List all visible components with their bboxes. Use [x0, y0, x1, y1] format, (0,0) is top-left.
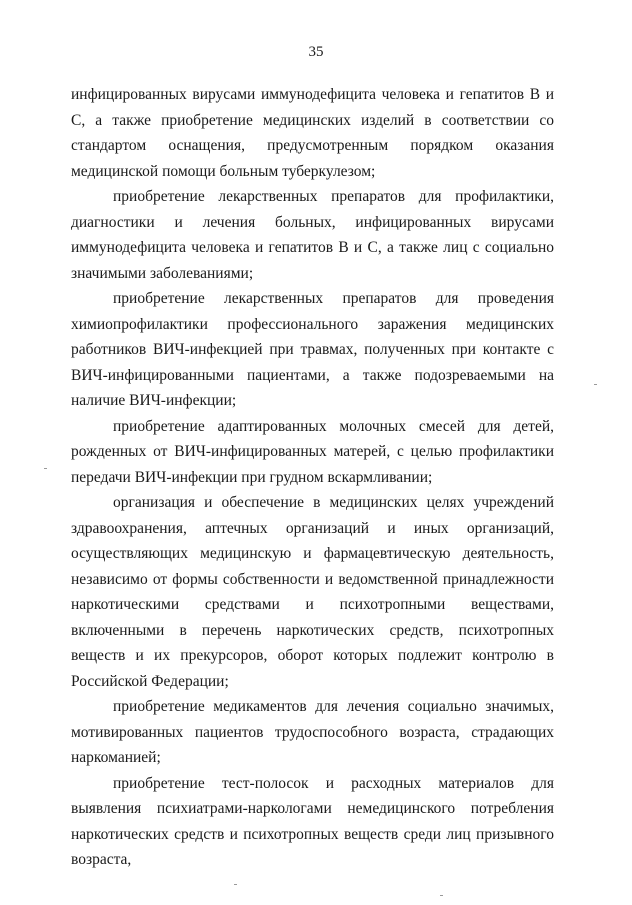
paragraph-item: приобретение медикаментов для лечения социально значимых, мотивированных пациентов трудоспособного возраста, страдающих наркоманией;	[71, 698, 554, 766]
page-number: 35	[308, 44, 324, 60]
paragraph-item: приобретение тест-полосок и расходных материалов для выявления психиатрами-наркологами немедицинского потребления наркотических средств и психотропных веществ среди лиц призывного возраста,	[71, 774, 554, 868]
paragraph-item: приобретение лекарственных препаратов для проведения химиопрофилактики профессионального заражения медицинских работников ВИЧ-инфекцией при травмах, полученных при контакте с ВИЧ-инфицированными пациентами, а также подозреваемыми на наличие ВИЧ-инфекции;	[71, 290, 554, 409]
document-body	[71, 82, 554, 873]
scan-speck	[234, 884, 237, 885]
paragraph-item: приобретение адаптированных молочных смесей для детей, рожденных от ВИЧ-инфицированных матерей, с целью профилактики передачи ВИЧ-инфекции при грудном вскармливании;	[71, 417, 554, 486]
paragraph-item: приобретение лекарственных препаратов для профилактики, диагностики и лечения больных, инфицированных вирусами иммунодефицита человека и гепатитов B и C, а также лиц с социально значимыми заболеваниями;	[71, 188, 554, 282]
scan-speck	[594, 384, 597, 385]
scan-speck	[440, 895, 443, 896]
paragraph-continuation: инфицированных вирусами иммунодефицита человека и гепатитов B и C, а также приобретение медицинских изделий в соответствии со стандартом оснащения, предусмотренным порядком оказания медицинской помощи больным туберкулезом;	[71, 86, 554, 180]
scan-speck	[44, 468, 47, 469]
paragraph-item: организация и обеспечение в медицинских целях учреждений здравоохранения, аптечных организаций и иных организаций, осуществляющих медицинскую и фармацевтическую деятельность, независимо от формы собственности и ведомственной принадлежности наркотическими средствами и психотропными веществами, включенными в перечень наркотических средств, психотропных веществ и их прекурсоров, оборот которых подлежит контролю в Российской Федерации;	[71, 494, 554, 690]
